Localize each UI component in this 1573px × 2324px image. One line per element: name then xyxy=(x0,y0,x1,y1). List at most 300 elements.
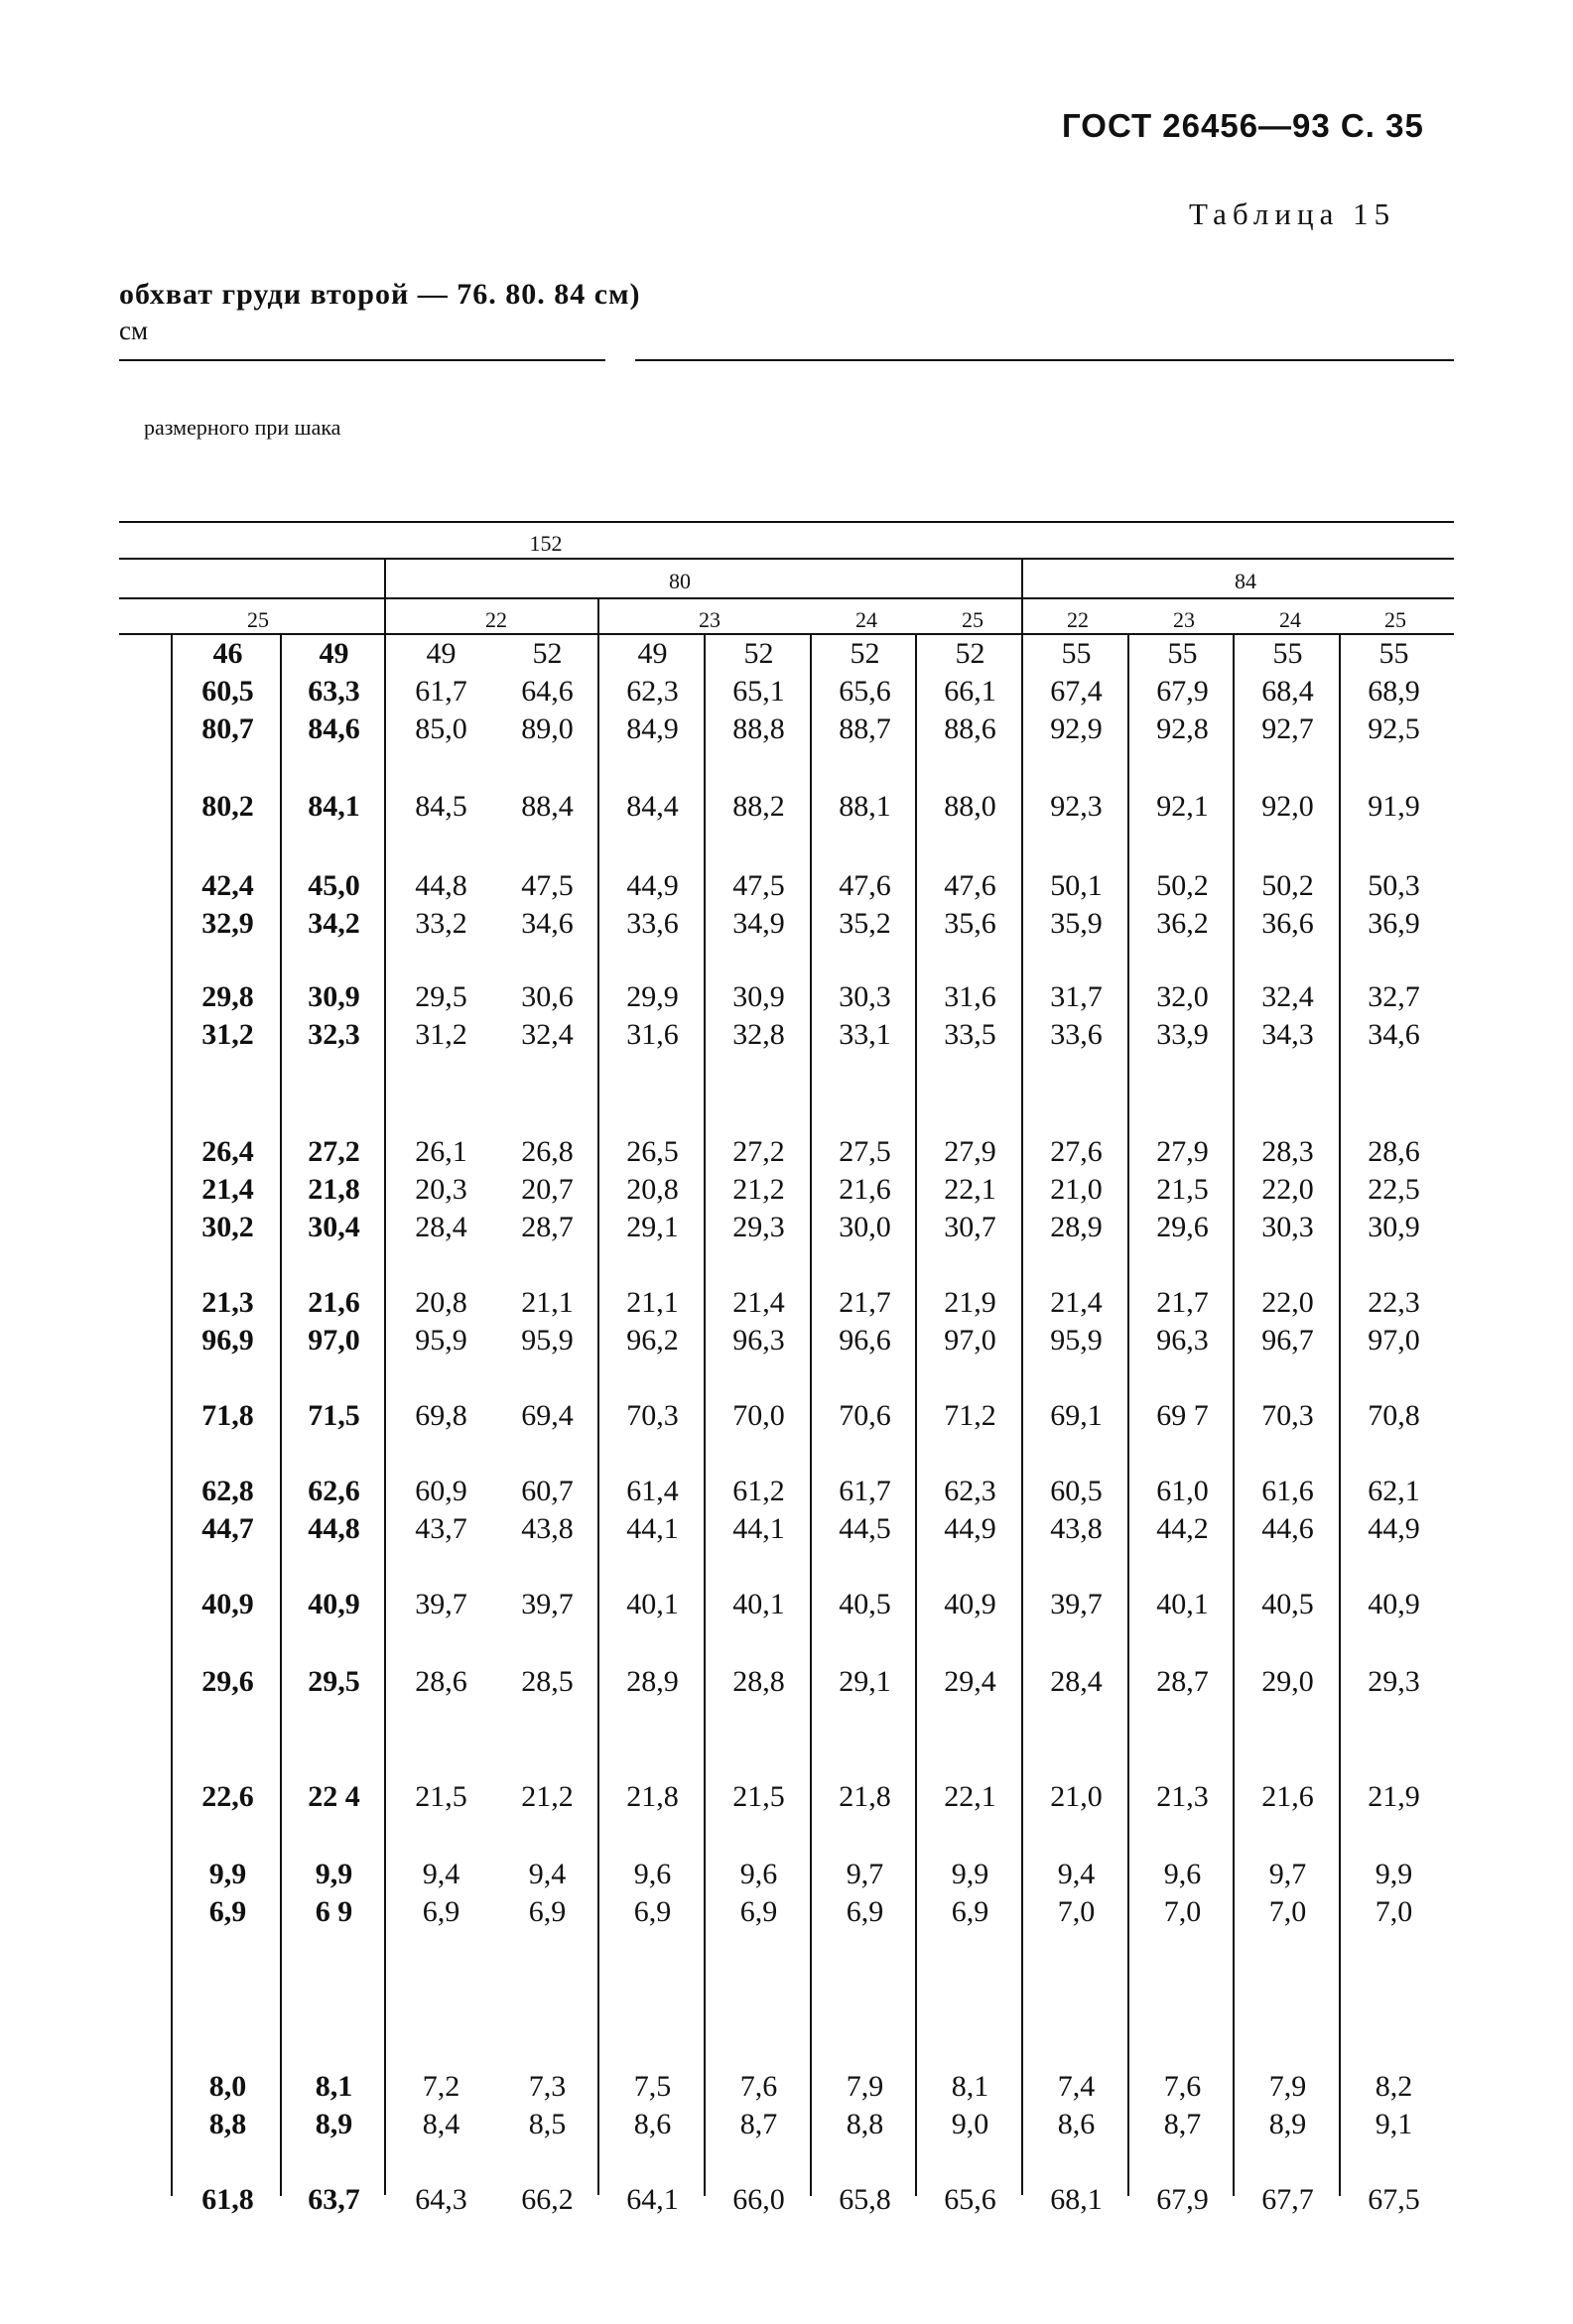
table-cell: 30,9 xyxy=(308,980,360,1013)
table-cell: 8,9 xyxy=(315,2108,353,2140)
table-cell: 85,0 xyxy=(415,712,467,745)
table-cell: 8,0 xyxy=(208,2070,247,2103)
col-label: 24 xyxy=(1279,607,1301,632)
table-cell: 47,5 xyxy=(521,869,574,902)
table-cell: 84,5 xyxy=(415,790,467,823)
header-chest-84: 84 xyxy=(1235,569,1256,593)
table-cell: 36,6 xyxy=(1261,907,1314,940)
table-cell: 30,3 xyxy=(839,980,891,1013)
table-cell: 22,5 xyxy=(1368,1173,1420,1206)
table-cell: 7,0 xyxy=(1163,1895,1202,1928)
table-cell: 26,8 xyxy=(521,1135,574,1168)
table-cell: 21,5 xyxy=(1156,1173,1209,1206)
table-cell: 70,0 xyxy=(732,1399,785,1432)
table-cell: 65,1 xyxy=(732,675,785,708)
table-cell: 40,9 xyxy=(201,1588,254,1620)
table-cell: 21,6 xyxy=(839,1173,891,1206)
table-cell: 31,2 xyxy=(415,1018,467,1051)
table-cell: 21,7 xyxy=(1156,1286,1209,1319)
table-cell: 42,4 xyxy=(201,869,254,902)
table-cell: 32,4 xyxy=(521,1018,574,1051)
table-cell: 70,8 xyxy=(1368,1399,1420,1432)
table-cell: 84,1 xyxy=(308,790,360,823)
table-cell: 26,1 xyxy=(415,1135,467,1168)
table-cell: 20,7 xyxy=(521,1173,574,1206)
table-cell: 29,8 xyxy=(201,980,254,1013)
table-cell: 8,7 xyxy=(1163,2108,1202,2140)
table-cell: 7,0 xyxy=(1268,1895,1307,1928)
table-cell: 88,1 xyxy=(839,790,891,823)
table-cell: 22,1 xyxy=(944,1780,996,1813)
col-label: 25 xyxy=(247,607,269,632)
table-cell: 52 xyxy=(955,637,985,670)
table-cell: 32,7 xyxy=(1368,980,1420,1013)
column-rule xyxy=(171,633,173,2196)
table-cell: 28,9 xyxy=(1050,1211,1103,1243)
table-cell: 22,6 xyxy=(201,1780,254,1813)
table-cell: 46 xyxy=(212,637,243,670)
table-cell: 28,3 xyxy=(1261,1135,1314,1168)
table-cell: 97,0 xyxy=(308,1324,360,1356)
table-cell: 30,9 xyxy=(732,980,785,1013)
table-cell: 96,7 xyxy=(1261,1324,1314,1356)
table-cell: 21,4 xyxy=(732,1286,785,1319)
table-cell: 9,4 xyxy=(528,1858,567,1890)
table-cell: 44,9 xyxy=(944,1512,996,1545)
col-label: 22 xyxy=(485,607,507,632)
table-cell: 21,0 xyxy=(1050,1780,1103,1813)
table-cell: 88,6 xyxy=(944,712,996,745)
table-cell: 32,3 xyxy=(308,1018,360,1051)
table-cell: 21,4 xyxy=(1050,1286,1103,1319)
divider-line xyxy=(635,359,1454,361)
table-cell: 49 xyxy=(319,637,349,670)
table-cell: 40,9 xyxy=(1368,1588,1420,1620)
table-cell: 44,7 xyxy=(201,1512,254,1545)
table-cell: 62,1 xyxy=(1368,1475,1420,1507)
table-cell: 39,7 xyxy=(1050,1588,1103,1620)
table-cell: 39,7 xyxy=(415,1588,467,1620)
table-cell: 21,5 xyxy=(732,1780,785,1813)
table-cell: 44,8 xyxy=(415,869,467,902)
table-cell: 7,6 xyxy=(1163,2070,1202,2103)
table-cell: 21,8 xyxy=(308,1173,360,1206)
table-cell: 47,6 xyxy=(839,869,891,902)
table-cell: 20,8 xyxy=(415,1286,467,1319)
table-cell: 28,9 xyxy=(626,1665,679,1698)
table-cell: 36,2 xyxy=(1156,907,1209,940)
table-cell: 28,6 xyxy=(1368,1135,1420,1168)
table-cell: 29,1 xyxy=(626,1211,679,1243)
table-cell: 95,9 xyxy=(521,1324,574,1356)
table-cell: 21,4 xyxy=(201,1173,254,1206)
table-cell: 96,6 xyxy=(839,1324,891,1356)
table-cell: 97,0 xyxy=(944,1324,996,1356)
table-cell: 40,5 xyxy=(1261,1588,1314,1620)
table-cell: 43,7 xyxy=(415,1512,467,1545)
table-cell: 9,4 xyxy=(1057,1858,1096,1890)
table-cell: 29,6 xyxy=(201,1665,254,1698)
table-cell: 30,0 xyxy=(839,1211,891,1243)
table-cell: 29,5 xyxy=(308,1665,360,1698)
table-cell: 21,9 xyxy=(944,1286,996,1319)
table-cell: 28,4 xyxy=(1050,1665,1103,1698)
table-cell: 27,9 xyxy=(944,1135,996,1168)
table-cell: 29,0 xyxy=(1261,1665,1314,1698)
table-cell: 70,3 xyxy=(626,1399,679,1432)
table-cell: 61,7 xyxy=(415,675,467,708)
table-cell: 60,9 xyxy=(415,1475,467,1507)
table-cell: 67,5 xyxy=(1368,2183,1420,2216)
table-cell: 9,9 xyxy=(951,1858,989,1890)
table-cell: 50,1 xyxy=(1050,869,1103,902)
table-cell: 66,2 xyxy=(521,2183,574,2216)
table-cell: 20,8 xyxy=(626,1173,679,1206)
header-chest-80: 80 xyxy=(669,569,691,593)
table-cell: 66,1 xyxy=(944,675,996,708)
table-cell: 31,6 xyxy=(944,980,996,1013)
table-cell: 7,0 xyxy=(1057,1895,1096,1928)
table-cell: 40,1 xyxy=(732,1588,785,1620)
table-cell: 9,9 xyxy=(1375,1858,1413,1890)
table-cell: 69,8 xyxy=(415,1399,467,1432)
table-cell: 30,9 xyxy=(1368,1211,1420,1243)
table-cell: 67,4 xyxy=(1050,675,1103,708)
table-cell: 95,9 xyxy=(415,1324,467,1356)
table-cell: 26,4 xyxy=(201,1135,254,1168)
table-cell: 50,2 xyxy=(1156,869,1209,902)
table-cell: 8,1 xyxy=(951,2070,989,2103)
table-cell: 9,9 xyxy=(208,1858,247,1890)
table-cell: 84,9 xyxy=(626,712,679,745)
table-cell: 91,9 xyxy=(1368,790,1420,823)
table-cell: 68,4 xyxy=(1261,675,1314,708)
col-label: 22 xyxy=(1067,607,1089,632)
table-cell: 68,9 xyxy=(1368,675,1420,708)
table-cell: 6,9 xyxy=(208,1895,247,1928)
table-cell: 43,8 xyxy=(1050,1512,1103,1545)
table-cell: 45,0 xyxy=(308,869,360,902)
table-cell: 35,2 xyxy=(839,907,891,940)
table-cell: 28,8 xyxy=(732,1665,785,1698)
table-cell: 33,9 xyxy=(1156,1018,1209,1051)
table-cell: 7,0 xyxy=(1375,1895,1413,1928)
table-cell: 80,2 xyxy=(201,790,254,823)
table-cell: 80,7 xyxy=(201,712,254,745)
table-cell: 8,6 xyxy=(1057,2108,1096,2140)
table-cell: 34,9 xyxy=(732,907,785,940)
table-cell: 6,9 xyxy=(951,1895,989,1928)
table-cell: 22,0 xyxy=(1261,1286,1314,1319)
table-cell: 29,9 xyxy=(626,980,679,1013)
table-cell: 30,3 xyxy=(1261,1211,1314,1243)
table-cell: 33,5 xyxy=(944,1018,996,1051)
caption-text: размерного при шака xyxy=(144,415,341,440)
table-cell: 61,6 xyxy=(1261,1475,1314,1507)
table-cell: 21,3 xyxy=(1156,1780,1209,1813)
table-cell: 32,4 xyxy=(1261,980,1314,1013)
table-cell: 47,5 xyxy=(732,869,785,902)
table-cell: 32,9 xyxy=(201,907,254,940)
table-cell: 55 xyxy=(1378,637,1409,670)
table-cell: 28,7 xyxy=(521,1211,574,1243)
table-cell: 21,7 xyxy=(839,1286,891,1319)
table-cell: 7,2 xyxy=(422,2070,460,2103)
table-cell: 92,3 xyxy=(1050,790,1103,823)
col-label: 25 xyxy=(962,607,983,632)
table-cell: 9,7 xyxy=(1268,1858,1307,1890)
table-cell: 9,1 xyxy=(1375,2108,1413,2140)
table-cell: 30,6 xyxy=(521,980,574,1013)
header-height-152: 152 xyxy=(529,531,563,556)
table-cell: 61,8 xyxy=(201,2183,254,2216)
table-cell: 96,9 xyxy=(201,1324,254,1356)
table-cell: 40,1 xyxy=(1156,1588,1209,1620)
table-cell: 32,0 xyxy=(1156,980,1209,1013)
table-cell: 7,9 xyxy=(846,2070,884,2103)
table-cell: 88,4 xyxy=(521,790,574,823)
table-cell: 50,3 xyxy=(1368,869,1420,902)
table-cell: 69,1 xyxy=(1050,1399,1103,1432)
table-cell: 62,6 xyxy=(308,1475,360,1507)
table-cell: 28,5 xyxy=(521,1665,574,1698)
table-cell: 97,0 xyxy=(1368,1324,1420,1356)
table-cell: 63,3 xyxy=(308,675,360,708)
table-cell: 62,8 xyxy=(201,1475,254,1507)
table-cell: 9,4 xyxy=(422,1858,460,1890)
table-cell: 40,9 xyxy=(308,1588,360,1620)
table-cell: 89,0 xyxy=(521,712,574,745)
table-cell: 31,2 xyxy=(201,1018,254,1051)
table-cell: 44,1 xyxy=(626,1512,679,1545)
table-cell: 55 xyxy=(1272,637,1303,670)
table-cell: 66,0 xyxy=(732,2183,785,2216)
table-cell: 49 xyxy=(637,637,668,670)
table-cell: 65,6 xyxy=(839,675,891,708)
table-cell: 69 7 xyxy=(1156,1399,1209,1432)
table-cell: 43,8 xyxy=(521,1512,574,1545)
table-cell: 65,8 xyxy=(839,2183,891,2216)
table-cell: 22,0 xyxy=(1261,1173,1314,1206)
table-cell: 71,5 xyxy=(308,1399,360,1432)
unit-label: см xyxy=(119,316,149,345)
table-cell: 33,6 xyxy=(626,907,679,940)
table-rule xyxy=(119,521,1454,523)
table-cell: 67,7 xyxy=(1261,2183,1314,2216)
table-cell: 31,6 xyxy=(626,1018,679,1051)
table-cell: 49 xyxy=(426,637,457,670)
table-cell: 34,6 xyxy=(1368,1018,1420,1051)
table-cell: 9,0 xyxy=(951,2108,989,2140)
table-cell: 92,8 xyxy=(1156,712,1209,745)
table-cell: 21,1 xyxy=(521,1286,574,1319)
table-cell: 8,1 xyxy=(315,2070,353,2103)
table-cell: 84,6 xyxy=(308,712,360,745)
table-cell: 33,6 xyxy=(1050,1018,1103,1051)
table-cell: 92,1 xyxy=(1156,790,1209,823)
table-cell: 8,2 xyxy=(1375,2070,1413,2103)
table-cell: 52 xyxy=(743,637,774,670)
table-rule xyxy=(119,597,1454,599)
table-cell: 62,3 xyxy=(944,1475,996,1507)
table-cell: 28,6 xyxy=(415,1665,467,1698)
table-cell: 65,6 xyxy=(944,2183,996,2216)
table-cell: 8,8 xyxy=(208,2108,247,2140)
table-cell: 27,9 xyxy=(1156,1135,1209,1168)
table-cell: 61,0 xyxy=(1156,1475,1209,1507)
table-cell: 60,7 xyxy=(521,1475,574,1507)
table-cell: 68,1 xyxy=(1050,2183,1103,2216)
table-cell: 92,9 xyxy=(1050,712,1103,745)
table-cell: 21,6 xyxy=(1261,1780,1314,1813)
table-cell: 44,1 xyxy=(732,1512,785,1545)
table-cell: 34,2 xyxy=(308,907,360,940)
table-cell: 61,4 xyxy=(626,1475,679,1507)
table-cell: 8,6 xyxy=(633,2108,672,2140)
table-cell: 55 xyxy=(1167,637,1198,670)
table-cell: 9,9 xyxy=(315,1858,353,1890)
table-cell: 84,4 xyxy=(626,790,679,823)
table-cell: 30,7 xyxy=(944,1211,996,1243)
table-cell: 32,8 xyxy=(732,1018,785,1051)
table-cell: 71,2 xyxy=(944,1399,996,1432)
table-cell: 27,6 xyxy=(1050,1135,1103,1168)
table-cell: 6,9 xyxy=(422,1895,460,1928)
table-cell: 21,3 xyxy=(201,1286,254,1319)
table-cell: 6 9 xyxy=(315,1895,353,1928)
table-cell: 26,5 xyxy=(626,1135,679,1168)
table-cell: 28,4 xyxy=(415,1211,467,1243)
table-cell: 27,2 xyxy=(308,1135,360,1168)
table-cell: 30,2 xyxy=(201,1211,254,1243)
table-cell: 88,8 xyxy=(732,712,785,745)
table-cell: 40,9 xyxy=(944,1588,996,1620)
table-cell: 8,4 xyxy=(422,2108,460,2140)
table-cell: 88,0 xyxy=(944,790,996,823)
table-cell: 8,8 xyxy=(846,2108,884,2140)
table-cell: 44,9 xyxy=(626,869,679,902)
col-label: 23 xyxy=(699,607,721,632)
table-cell: 69,4 xyxy=(521,1399,574,1432)
table-cell: 44,8 xyxy=(308,1512,360,1545)
table-cell: 21,5 xyxy=(415,1780,467,1813)
table-cell: 7,3 xyxy=(528,2070,567,2103)
table-cell: 27,2 xyxy=(732,1135,785,1168)
table-cell: 21,0 xyxy=(1050,1173,1103,1206)
table-cell: 40,1 xyxy=(626,1588,679,1620)
table-cell: 29,5 xyxy=(415,980,467,1013)
table-cell: 29,6 xyxy=(1156,1211,1209,1243)
table-cell: 60,5 xyxy=(1050,1475,1103,1507)
table-cell: 44,9 xyxy=(1368,1512,1420,1545)
table-cell: 6,9 xyxy=(633,1895,672,1928)
table-cell: 60,5 xyxy=(201,675,254,708)
table-cell: 7,6 xyxy=(739,2070,778,2103)
table-cell: 35,6 xyxy=(944,907,996,940)
table-cell: 40,5 xyxy=(839,1588,891,1620)
table-cell: 31,7 xyxy=(1050,980,1103,1013)
table-cell: 21,6 xyxy=(308,1286,360,1319)
table-cell: 21,2 xyxy=(732,1173,785,1206)
table-cell: 9,7 xyxy=(846,1858,884,1890)
document-header: ГОСТ 26456—93 С. 35 xyxy=(1062,107,1424,144)
table-cell: 39,7 xyxy=(521,1588,574,1620)
table-cell: 52 xyxy=(532,637,563,670)
table-cell: 6,9 xyxy=(528,1895,567,1928)
table-cell: 27,5 xyxy=(839,1135,891,1168)
table-cell: 8,9 xyxy=(1268,2108,1307,2140)
table-cell: 88,7 xyxy=(839,712,891,745)
table-cell: 44,5 xyxy=(839,1512,891,1545)
divider-line xyxy=(119,359,605,361)
table-cell: 70,3 xyxy=(1261,1399,1314,1432)
table-cell: 44,6 xyxy=(1261,1512,1314,1545)
table-cell: 28,7 xyxy=(1156,1665,1209,1698)
table-cell: 29,3 xyxy=(1368,1665,1420,1698)
table-cell: 9,6 xyxy=(633,1858,672,1890)
table-subtitle: обхват груди второй — 76. 80. 84 см) xyxy=(119,278,641,311)
table-cell: 71,8 xyxy=(201,1399,254,1432)
table-cell: 21,8 xyxy=(626,1780,679,1813)
table-cell: 9,6 xyxy=(739,1858,778,1890)
table-cell: 7,4 xyxy=(1057,2070,1096,2103)
table-cell: 64,3 xyxy=(415,2183,467,2216)
table-cell: 6,9 xyxy=(846,1895,884,1928)
table-cell: 67,9 xyxy=(1156,675,1209,708)
table-cell: 8,7 xyxy=(739,2108,778,2140)
table-cell: 29,1 xyxy=(839,1665,891,1698)
table-rule xyxy=(119,558,1454,560)
table-cell: 92,5 xyxy=(1368,712,1420,745)
table-cell: 8,5 xyxy=(528,2108,567,2140)
table-cell: 96,2 xyxy=(626,1324,679,1356)
col-label: 23 xyxy=(1173,607,1195,632)
table-cell: 36,9 xyxy=(1368,907,1420,940)
table-cell: 61,7 xyxy=(839,1475,891,1507)
table-cell: 34,6 xyxy=(521,907,574,940)
table-cell: 7,5 xyxy=(633,2070,672,2103)
table-cell: 21,2 xyxy=(521,1780,574,1813)
table-cell: 22,1 xyxy=(944,1173,996,1206)
table-cell: 29,4 xyxy=(944,1665,996,1698)
table-cell: 35,9 xyxy=(1050,907,1103,940)
table-cell: 33,2 xyxy=(415,907,467,940)
table-cell: 63,7 xyxy=(308,2183,360,2216)
table-cell: 50,2 xyxy=(1261,869,1314,902)
table-cell: 21,9 xyxy=(1368,1780,1420,1813)
col-label: 25 xyxy=(1384,607,1406,632)
table-cell: 47,6 xyxy=(944,869,996,902)
table-cell: 30,4 xyxy=(308,1211,360,1243)
table-cell: 44,2 xyxy=(1156,1512,1209,1545)
table-cell: 22,3 xyxy=(1368,1286,1420,1319)
table-cell: 88,2 xyxy=(732,790,785,823)
table-cell: 61,2 xyxy=(732,1475,785,1507)
table-cell: 21,1 xyxy=(626,1286,679,1319)
table-label: Таблица 15 xyxy=(1189,196,1396,231)
table-cell: 9,6 xyxy=(1163,1858,1202,1890)
table-cell: 7,9 xyxy=(1268,2070,1307,2103)
table-cell: 70,6 xyxy=(839,1399,891,1432)
table-cell: 22 4 xyxy=(308,1780,360,1813)
table-cell: 34,3 xyxy=(1261,1018,1314,1051)
table-cell: 6,9 xyxy=(739,1895,778,1928)
table-cell: 55 xyxy=(1061,637,1092,670)
table-cell: 95,9 xyxy=(1050,1324,1103,1356)
table-cell: 96,3 xyxy=(1156,1324,1209,1356)
table-cell: 67,9 xyxy=(1156,2183,1209,2216)
table-cell: 62,3 xyxy=(626,675,679,708)
